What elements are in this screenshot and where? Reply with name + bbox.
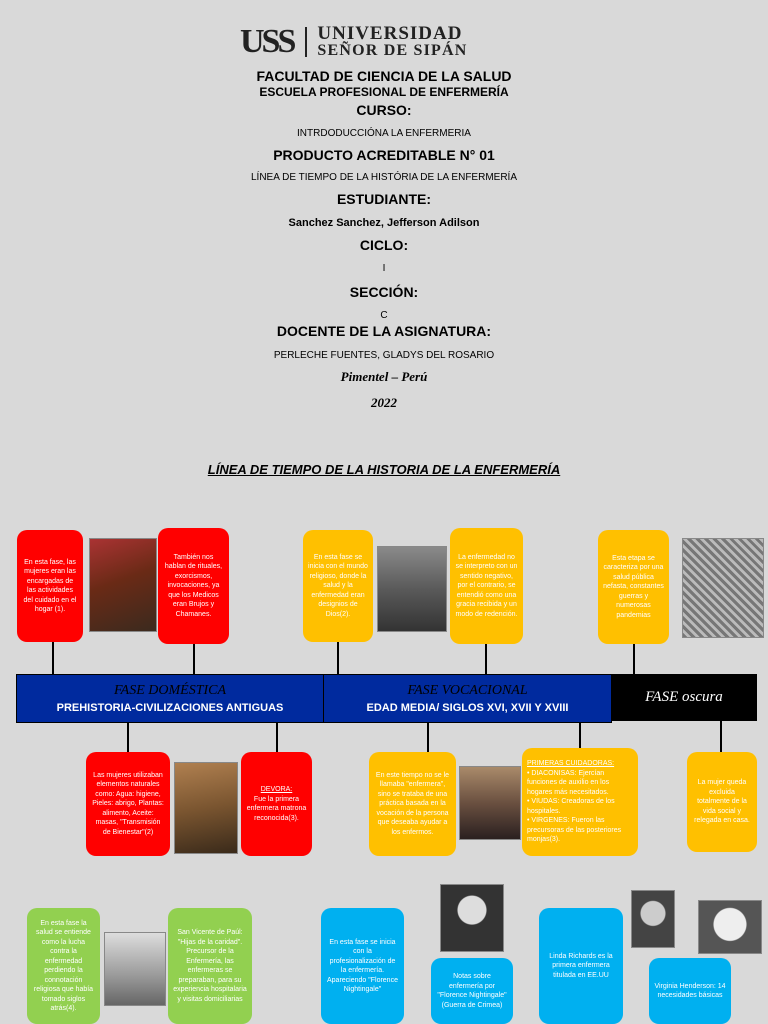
box-blue-3: Linda Richards es la primera enfermera titulada en EE.UU xyxy=(539,908,623,1024)
university-name xyxy=(317,25,467,59)
phase-title: FASE VOCACIONAL xyxy=(407,683,528,698)
box-domestica-bottom-2 xyxy=(241,752,312,856)
caregivers-painting-image xyxy=(459,766,521,840)
university-line1: UNIVERSIDAD xyxy=(317,23,463,44)
phase-subtitle: EDAD MEDIA/ SIGLOS XVI, XVII Y XVIII xyxy=(366,702,569,714)
faculty-title: FACULTAD DE CIENCIA DE LA SALUD xyxy=(256,68,512,84)
plague-engraving-image xyxy=(682,538,764,638)
phase-domestica xyxy=(16,674,324,723)
phase-title: FASE DOMÉSTICA xyxy=(113,683,227,698)
list-item-text: DIACONISAS: Ejercían funciones de auxilio en los hogares más necesitados. xyxy=(527,769,610,796)
connector xyxy=(127,721,129,753)
course-label: CURSO: xyxy=(356,102,412,118)
box-vocacional-bottom-2 xyxy=(522,748,638,856)
connector xyxy=(485,642,487,674)
place: Pimentel – Perú xyxy=(340,369,428,384)
box-heading: DEVORA: xyxy=(260,786,293,793)
connector xyxy=(427,721,429,753)
connector xyxy=(276,721,278,753)
timeline-title: LÍNEA DE TIEMPO DE LA HISTORIA DE LA ENFERMERÍA xyxy=(207,462,561,477)
box-domestica-bottom-1: Las mujeres utilizaban elementos naturales como: Agua: higiene, Pieles: abrigo, Plantas: alimento, Aceite: masas, "Transmisión de Bienestar"(2) xyxy=(86,752,170,856)
phase-subtitle: PREHISTORIA-CIVILIZACIONES ANTIGUAS xyxy=(56,702,284,714)
connector xyxy=(337,642,339,674)
box-text: Fue la primera enfermera matrona reconocida(3). xyxy=(246,795,307,822)
box-vocacional-bottom-1: En este tiempo no se le llamaba "enfermera", sino se trataba de una práctica basada en la vocación de la persona que deseaba ayudar a los enfermos. xyxy=(369,752,456,856)
teacher-label: DOCENTE DE LA ASIGNATURA: xyxy=(276,323,492,339)
box-green-2: San Vicente de Paúl: "Hijas de la caridad". Precursor de la Enfermería, las enfermeras se preparaban, para su experiencia hospitalaria y visitas domiciliarias xyxy=(168,908,252,1024)
section-label: SECCIÓN: xyxy=(349,284,419,300)
box-vocacional-top-2: La enfermedad no se interpreto con un sentido negativo, por el contrario, se entendió como una gracia recibida y un modo de redención. xyxy=(450,528,523,644)
box-heading: PRIMERAS CUIDADORAS: xyxy=(527,760,615,768)
year: 2022 xyxy=(371,395,397,410)
virginia-henderson-portrait xyxy=(698,900,762,954)
student-label: ESTUDIANTE: xyxy=(336,191,432,207)
course-value: INTRDODUCCIÓNA LA ENFERMERIA xyxy=(297,128,471,139)
connector xyxy=(193,642,195,674)
list-item-text: VIRGENES: Fueron las precursoras de las posteriores monjas(3). xyxy=(527,817,622,844)
section-value: C xyxy=(380,310,388,321)
cycle-value: I xyxy=(382,263,386,274)
product-label: PRODUCTO ACREDITABLE N° 01 xyxy=(273,147,495,163)
university-line2: SEÑOR DE SIPÁN xyxy=(317,42,468,59)
box-blue-4: Virginia Henderson: 14 necesidades básicas xyxy=(649,958,731,1024)
university-logo xyxy=(240,24,468,60)
ritual-painting-image xyxy=(89,538,157,632)
cycle-label: CICLO: xyxy=(359,237,409,253)
monastery-image xyxy=(377,546,447,632)
list-item-text: VIUDAS: Creadoras de los hospitales. xyxy=(527,798,615,815)
natural-remedies-image xyxy=(174,762,238,854)
student-value: Sanchez Sanchez, Jefferson Adilson xyxy=(288,217,480,229)
teacher-value: PERLECHE FUENTES, GLADYS DEL ROSARIO xyxy=(273,350,495,361)
connector xyxy=(720,721,722,753)
phase-vocacional xyxy=(323,674,612,723)
linda-richards-portrait xyxy=(631,890,675,948)
box-blue-2: Notas sobre enfermería por "Florence Nightingale" (Guerra de Crimea) xyxy=(431,958,513,1024)
box-domestica-top-2: También nos hablan de rituales, exorcismos, invocaciones, ya que los Medicos eran Brujos y Chamanes. xyxy=(158,528,229,644)
box-vocacional-top-1: En esta fase se inicia con el mundo religioso, donde la salud y la enfermedad eran designios de Dios(2). xyxy=(303,530,373,642)
box-domestica-top-1: En esta fase, las mujeres eran las encargadas de las actividades del cuidado en el hogar (1). xyxy=(17,530,83,642)
box-oscura-top: Esta etapa se caracteriza por una salud pública nefasta, constantes guerras y numerosas pandemias xyxy=(598,530,669,644)
connector xyxy=(52,642,54,674)
box-blue-1: En esta fase se inicia con la profesionalización de la enfermería. Apareciendo "Florence Nightingale" xyxy=(321,908,404,1024)
box-oscura-bottom: La mujer queda excluida totalmente de la vida social y relegada en casa. xyxy=(687,752,757,852)
product-value: LÍNEA DE TIEMPO DE LA HISTÓRIA DE LA ENFERMERÍA xyxy=(250,172,517,183)
list-item: • DIACONISAS: Ejercían funciones de auxilio en los hogares más necesitados. xyxy=(527,769,610,796)
nurses-group-photo xyxy=(104,932,166,1006)
florence-nightingale-portrait xyxy=(440,884,504,952)
logo-divider xyxy=(305,27,307,57)
connector xyxy=(633,642,635,674)
list-item: • VIRGENES: Fueron las precursoras de las posteriores monjas(3). xyxy=(527,817,622,844)
school-title: ESCUELA PROFESIONAL DE ENFERMERÍA xyxy=(259,85,509,99)
uss-logo-mark: USS xyxy=(240,23,294,60)
list-item: • VIUDAS: Creadoras de los hospitales. xyxy=(527,798,615,815)
phase-oscura xyxy=(611,674,757,721)
box-green-1: En esta fase la salud se entiende como la lucha contra la enfermedad perdiendo la connotación religiosa que había tomado siglos atrás(4). xyxy=(27,908,100,1024)
phase-title: FASE oscura xyxy=(645,689,723,705)
